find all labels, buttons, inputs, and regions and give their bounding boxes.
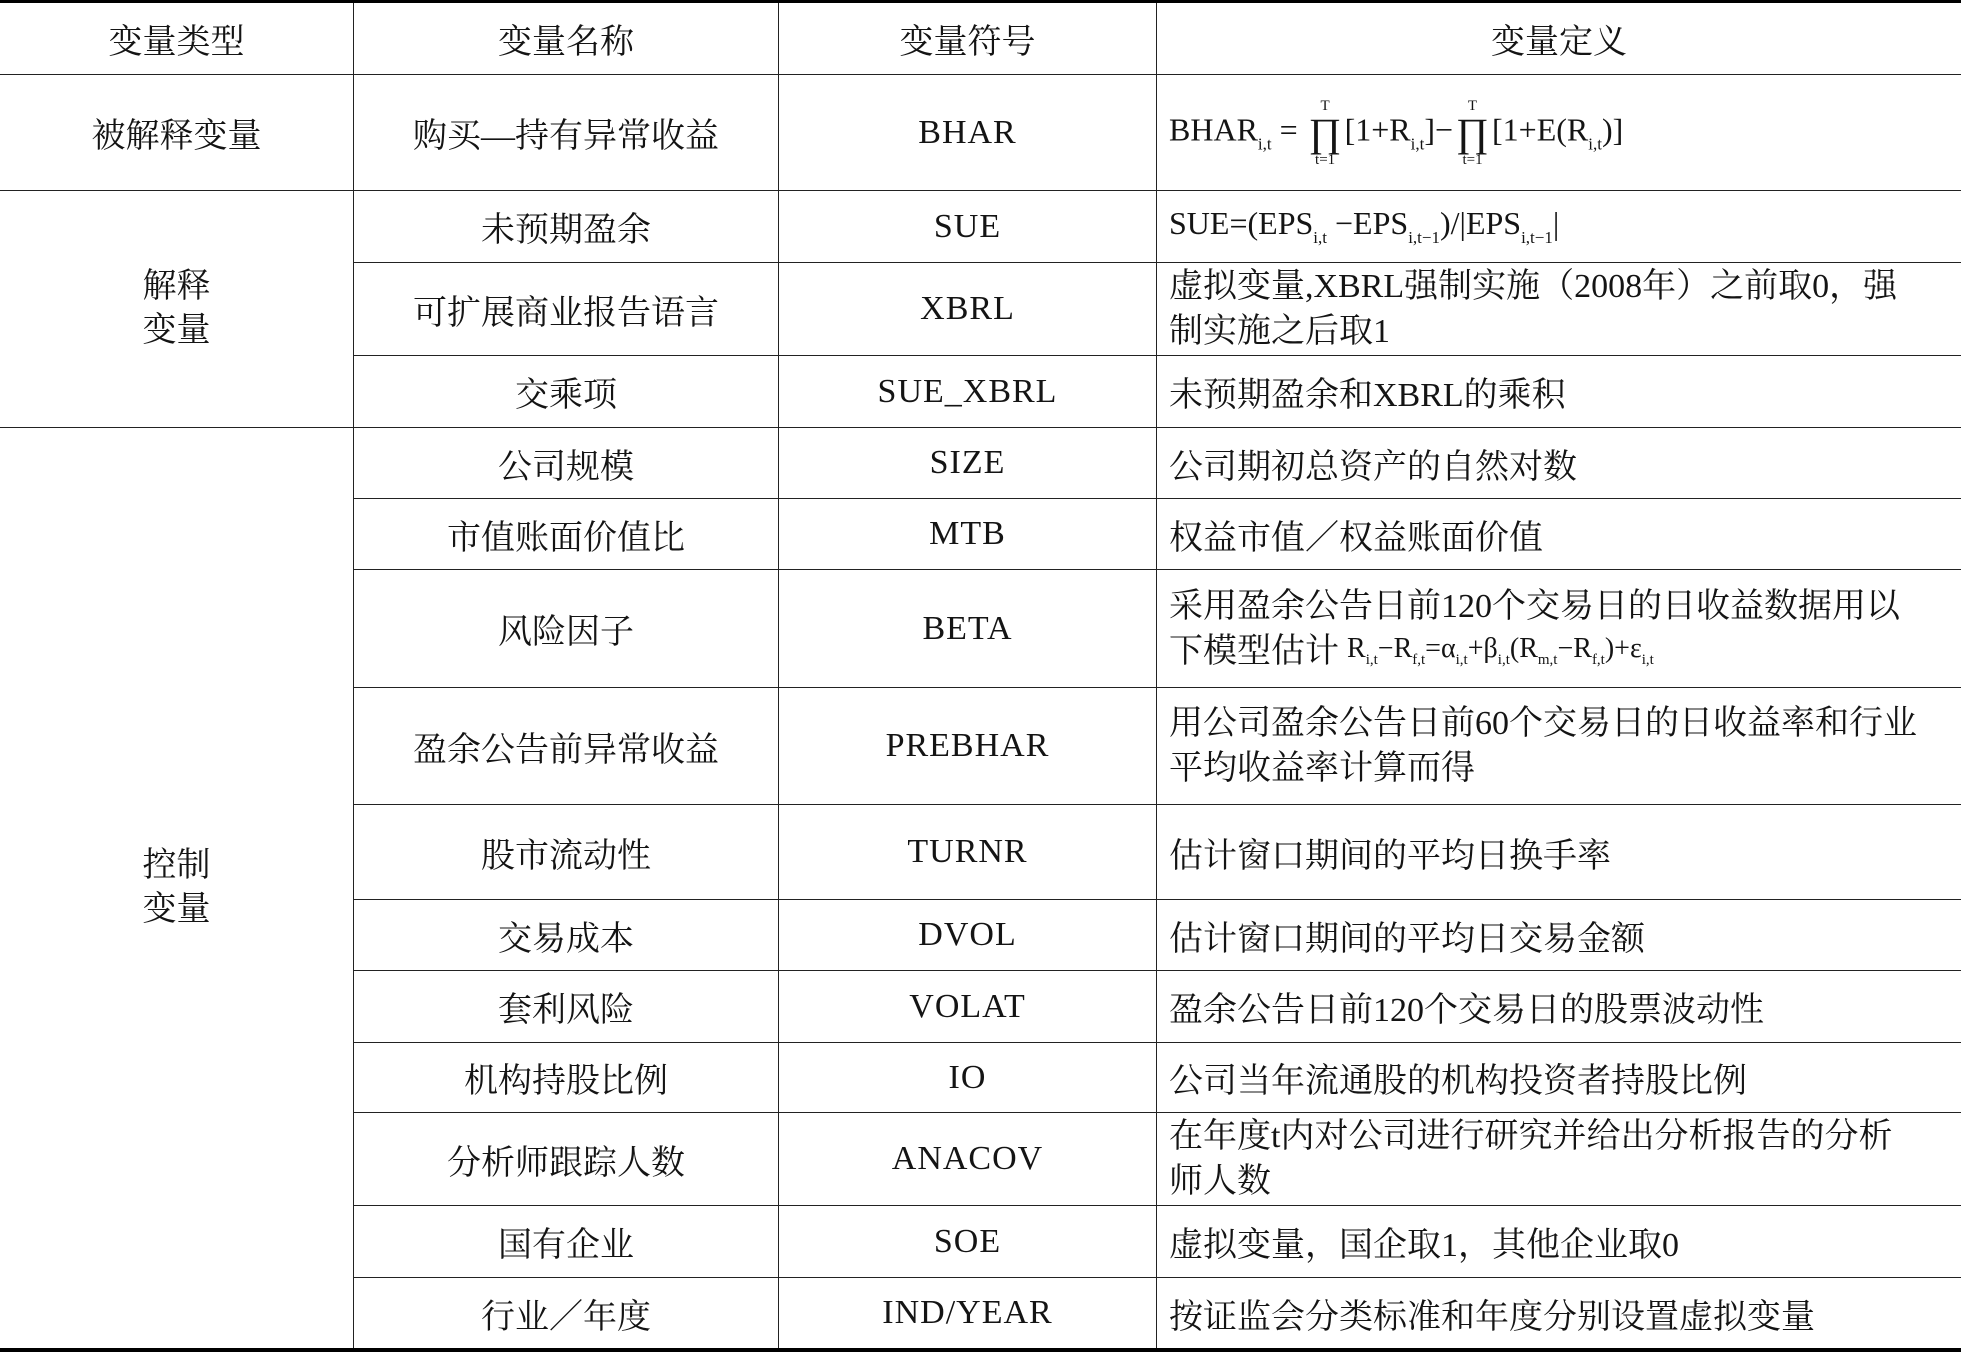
variable-name: 股市流动性 xyxy=(481,837,651,875)
text-line: 变量 xyxy=(142,891,211,928)
formula-subscript: i,t xyxy=(1455,651,1468,668)
text-line: 控制 xyxy=(142,847,211,884)
formula-term: )/|EPS xyxy=(1439,205,1522,241)
cell-variable-symbol xyxy=(779,75,1157,191)
variable-name: 公司规模 xyxy=(498,448,634,486)
cell-variable-name xyxy=(354,1206,779,1278)
header-cell-variable-symbol xyxy=(779,3,1157,75)
cell-variable-definition xyxy=(1157,499,1961,570)
variable-name: 机构持股比例 xyxy=(464,1063,668,1100)
variable-definition: 虚拟变量，国企取1，其他企业取0 xyxy=(1169,1227,1679,1264)
variable-definition: 公司当年流通股的机构投资者持股比例 xyxy=(1169,1063,1747,1100)
header-label: 变量定义 xyxy=(1491,24,1627,61)
variable-definition: 权益市值／权益账面价值 xyxy=(1169,519,1543,557)
product-symbol: ∏ xyxy=(1308,109,1342,155)
variable-symbol: MTB xyxy=(929,515,1006,552)
formula-subscript: f,t xyxy=(1412,651,1426,668)
definition-line-text: 下模型估计 xyxy=(1169,632,1339,670)
cell-variable-name xyxy=(354,971,779,1043)
variable-symbol: TURNR xyxy=(907,833,1028,870)
beta-model-formula xyxy=(1347,632,1654,668)
product-lower-limit: t=1 xyxy=(1315,151,1336,168)
cell-variable-definition xyxy=(1157,1278,1961,1348)
cell-variable-symbol xyxy=(779,1206,1157,1278)
group-label-explanatory xyxy=(0,191,354,428)
variable-definition xyxy=(1169,701,1917,791)
variable-name: 盈余公告前异常收益 xyxy=(413,731,719,769)
formula-subscript: m,t xyxy=(1537,651,1558,668)
formula-subscript: i,t xyxy=(1641,651,1654,668)
header-cell-variable-definition xyxy=(1157,3,1961,75)
variable-symbol: SUE_XBRL xyxy=(877,372,1058,410)
cell-variable-symbol xyxy=(779,688,1157,805)
formula-subscript: i,t−1 xyxy=(1408,228,1440,247)
text-line: 平均收益率计算而得 xyxy=(1169,750,1475,787)
formula-subscript: i,t xyxy=(1497,651,1510,668)
cell-variable-definition xyxy=(1157,900,1961,971)
variable-symbol: XBRL xyxy=(920,290,1015,327)
variable-symbol: BETA xyxy=(922,609,1013,647)
group-label-text xyxy=(143,265,211,353)
cell-variable-definition xyxy=(1157,1043,1961,1113)
formula-term: +β xyxy=(1467,632,1498,664)
variable-symbol: IO xyxy=(948,1058,987,1096)
product-lower-limit: t=1 xyxy=(1462,151,1483,168)
cell-variable-name xyxy=(354,1043,779,1113)
cell-variable-symbol xyxy=(779,263,1157,356)
cell-variable-name xyxy=(354,805,779,900)
cell-variable-definition xyxy=(1157,1206,1961,1278)
cell-variable-symbol xyxy=(779,1113,1157,1206)
cell-variable-definition xyxy=(1157,191,1961,263)
variable-symbol: VOLAT xyxy=(909,987,1026,1025)
cell-variable-name xyxy=(354,263,779,356)
variable-symbol: BHAR xyxy=(918,113,1017,151)
variable-name: 行业／年度 xyxy=(481,1298,651,1336)
formula-term: −R xyxy=(1557,632,1592,664)
variable-definition: 估计窗口期间的平均日交易金额 xyxy=(1169,920,1645,958)
product-upper-limit: T xyxy=(1467,97,1478,114)
text-line: 虚拟变量,XBRL强制实施（2008年）之前取0，强 xyxy=(1169,268,1898,305)
variable-definition: 估计窗口期间的平均日换手率 xyxy=(1169,837,1611,875)
formula-subscript: i,t−1 xyxy=(1521,228,1553,247)
product-operator xyxy=(1456,98,1489,168)
formula-term: = xyxy=(1271,110,1306,147)
formula-term: [1+R xyxy=(1344,110,1411,147)
cell-variable-name xyxy=(354,570,779,688)
formula-term: −R xyxy=(1377,632,1413,664)
cell-variable-name xyxy=(354,900,779,971)
cell-variable-definition xyxy=(1157,688,1961,805)
formula-term: )] xyxy=(1601,110,1624,147)
variable-name: 国有企业 xyxy=(498,1227,634,1264)
cell-variable-definition xyxy=(1157,570,1961,688)
formula-term: BHAR xyxy=(1169,110,1258,147)
variable-name: 交易成本 xyxy=(498,920,634,958)
variable-definition xyxy=(1169,264,1897,354)
cell-variable-name xyxy=(354,356,779,428)
product-symbol: ∏ xyxy=(1456,109,1489,155)
variable-name: 风险因子 xyxy=(498,614,634,651)
group-label-explained xyxy=(0,75,354,191)
variable-symbol: IND/YEAR xyxy=(882,1294,1053,1331)
formula-term: [1+E(R xyxy=(1491,110,1589,147)
cell-variable-name xyxy=(354,499,779,570)
cell-variable-symbol xyxy=(779,805,1157,900)
variable-symbol: ANACOV xyxy=(891,1140,1044,1177)
definition-line: 采用盈余公告日前120个交易日的日收益数据用以 xyxy=(1169,587,1900,625)
cell-variable-definition xyxy=(1157,805,1961,900)
text-line: 变量 xyxy=(142,312,211,349)
variable-name: 分析师跟踪人数 xyxy=(447,1144,685,1182)
cell-variable-name xyxy=(354,191,779,263)
cell-variable-symbol xyxy=(779,356,1157,428)
header-label: 变量名称 xyxy=(498,24,634,61)
cell-variable-definition xyxy=(1157,1113,1961,1206)
cell-variable-symbol xyxy=(779,900,1157,971)
text-line: 制实施之后取1 xyxy=(1169,313,1390,350)
group-label-text xyxy=(143,844,211,932)
cell-variable-definition xyxy=(1157,75,1961,191)
variable-name: 市值账面价值比 xyxy=(447,519,685,557)
bhar-formula xyxy=(1169,98,1623,168)
cell-variable-name xyxy=(354,1278,779,1348)
variable-definition: 未预期盈余和XBRL的乘积 xyxy=(1169,377,1566,414)
group-label-text: 被解释变量 xyxy=(91,118,262,155)
formula-term: =α xyxy=(1425,632,1456,664)
variable-definition: 公司期初总资产的自然对数 xyxy=(1169,448,1577,486)
cell-variable-symbol xyxy=(779,499,1157,570)
formula-term: (R xyxy=(1509,632,1538,664)
definition-line xyxy=(1169,629,1900,674)
cell-variable-symbol xyxy=(779,971,1157,1043)
cell-variable-definition xyxy=(1157,263,1961,356)
formula-term: R xyxy=(1347,632,1366,664)
product-upper-limit: T xyxy=(1320,97,1330,114)
variable-symbol: SUE xyxy=(933,207,1002,245)
text-line: 在年度t内对公司进行研究并给出分析报告的分析 xyxy=(1169,1118,1893,1155)
variable-definition: 按证监会分类标准和年度分别设置虚拟变量 xyxy=(1169,1298,1815,1336)
variable-symbol: SIZE xyxy=(929,444,1006,481)
header-label: 变量符号 xyxy=(899,24,1036,61)
text-line: 师人数 xyxy=(1169,1163,1271,1200)
cell-variable-symbol xyxy=(779,570,1157,688)
cell-variable-definition xyxy=(1157,356,1961,428)
variable-name: 套利风险 xyxy=(498,992,634,1029)
formula-subscript: i,t xyxy=(1410,133,1425,153)
cell-variable-name xyxy=(354,688,779,805)
variable-definition: 盈余公告日前120个交易日的股票波动性 xyxy=(1169,992,1764,1029)
cell-variable-symbol xyxy=(779,1278,1157,1348)
formula-term: ]− xyxy=(1424,110,1454,147)
cell-variable-definition xyxy=(1157,971,1961,1043)
text-line: 用公司盈余公告日前60个交易日的日收益率和行业 xyxy=(1169,705,1917,742)
formula-term: )+ε xyxy=(1604,632,1642,664)
variable-name: 可扩展商业报告语言 xyxy=(413,294,719,332)
formula-term: | xyxy=(1552,205,1560,241)
cell-variable-symbol xyxy=(779,1043,1157,1113)
header-label: 变量类型 xyxy=(108,24,245,61)
cell-variable-name xyxy=(354,428,779,499)
formula-subscript: i,t xyxy=(1313,228,1327,247)
variable-definition xyxy=(1169,1114,1892,1204)
variable-name: 购买—持有异常收益 xyxy=(413,118,719,155)
variable-definition xyxy=(1169,584,1900,674)
header-cell-variable-type xyxy=(0,3,354,75)
formula-subscript: i,t xyxy=(1365,651,1378,668)
cell-variable-symbol xyxy=(779,191,1157,263)
header-cell-variable-name xyxy=(354,3,779,75)
product-operator xyxy=(1309,98,1342,168)
formula-term: SUE=(EPS xyxy=(1169,205,1314,241)
cell-variable-name xyxy=(354,1113,779,1206)
cell-variable-name xyxy=(354,75,779,191)
variable-symbol: PREBHAR xyxy=(885,727,1050,764)
formula-subscript: f,t xyxy=(1591,651,1605,668)
cell-variable-definition xyxy=(1157,428,1961,499)
sue-formula xyxy=(1169,207,1559,246)
text-line: 解释 xyxy=(142,268,211,305)
group-label-control xyxy=(0,428,354,1348)
cell-variable-symbol xyxy=(779,428,1157,499)
formula-term: −EPS xyxy=(1327,205,1409,241)
formula-subscript: i,t xyxy=(1588,133,1602,153)
variable-symbol: SOE xyxy=(933,1222,1002,1260)
variable-name: 交乘项 xyxy=(515,377,617,414)
formula-subscript: i,t xyxy=(1257,133,1272,153)
variable-name: 未预期盈余 xyxy=(481,212,651,249)
variable-symbol: DVOL xyxy=(918,916,1017,953)
